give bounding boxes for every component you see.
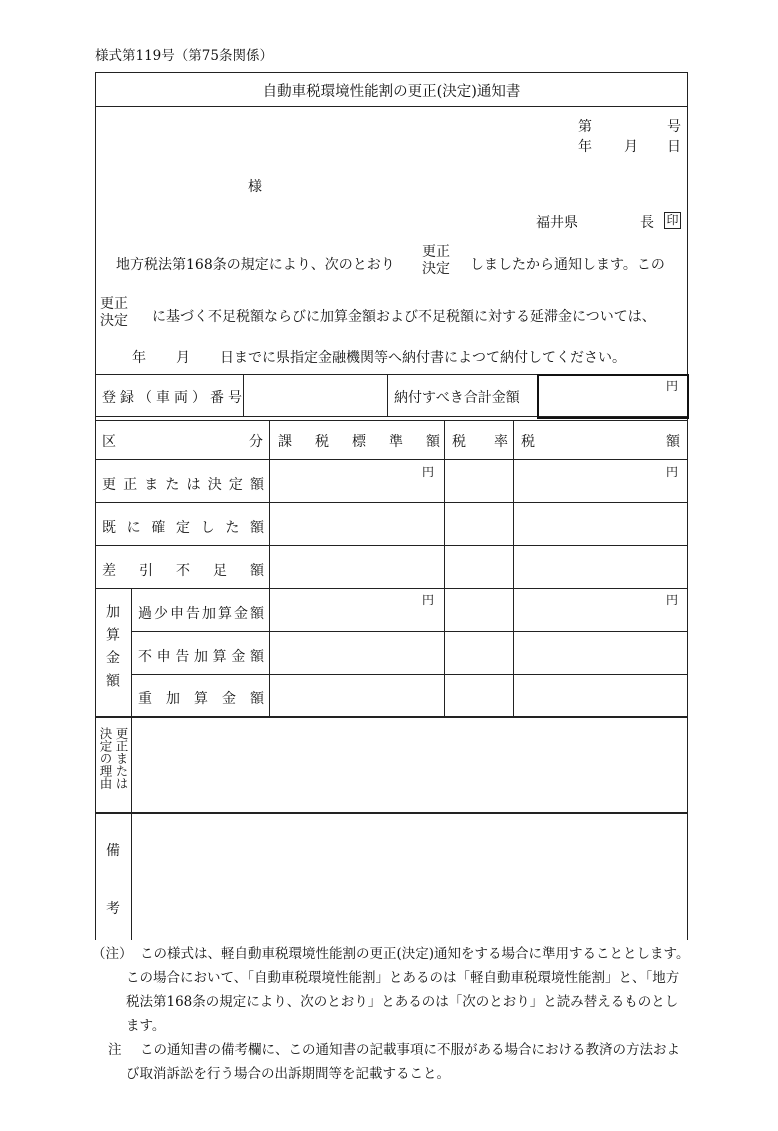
row-label-kosei-kettei: 更正または決定額 xyxy=(102,477,264,493)
form-title: 自動車税環境性能割の更正(決定)通知書 xyxy=(262,84,521,100)
option-kettei-2: 決定 xyxy=(100,313,128,329)
body-line2-post: に基づく不足税額ならびに加算金額および不足税額に対する延滞金については、 xyxy=(152,309,656,325)
note1-text: この様式は、軽自動車税環境性能割の更正(決定)通知をする場合に準用することとします。この場合において、「自動車税環境性能割」とあるのは「軽自動車税環境性能割」と、「地方税法第168条の規定により、次のとおり」とあるのは「次のとおり」と読み替えるものとします。 xyxy=(126,946,690,1034)
reg-divider-2 xyxy=(387,374,388,416)
total-yen: 円 xyxy=(666,379,679,393)
row-line-1 xyxy=(95,502,688,503)
reason-label xyxy=(97,727,129,790)
kasan-row-kasho: 過少申告加算金額 xyxy=(138,606,264,622)
option-kosei: 更正 xyxy=(422,244,450,260)
header-bun: 分 xyxy=(249,434,263,450)
row-label-kakutei: 既に確定した額 xyxy=(102,520,264,536)
note2-mark: 注 xyxy=(108,1042,122,1058)
note1-mark: （注） xyxy=(92,946,133,962)
reason-field[interactable] xyxy=(132,718,687,812)
body-line3-year: 年 xyxy=(132,350,146,366)
header-tax-rate: 税率 xyxy=(452,434,508,450)
header-taxable-base: 課税標準額 xyxy=(278,434,440,450)
remarks-label-bottom: 考 xyxy=(106,901,120,917)
issuer-name: 福井県 xyxy=(536,215,578,231)
row-line-3 xyxy=(95,588,688,589)
body-line3-post: 日までに県指定金融機関等へ納付書によつて納付してください。 xyxy=(220,350,626,366)
frame-right xyxy=(687,72,688,940)
frame-top xyxy=(95,72,688,73)
header-ku: 区 xyxy=(102,434,116,450)
body-line3-month: 月 xyxy=(176,350,190,366)
option-kettei: 決定 xyxy=(422,261,450,277)
body-line1-post: しましたから通知します。この xyxy=(470,257,665,273)
col-line-1 xyxy=(269,420,270,717)
date-month: 月 xyxy=(624,139,638,155)
note2-text: この通知書の備考欄に、この通知書の記載事項に不服がある場合における教済の方法および取消訴訟を行う場合の出訴期間等を記載すること。 xyxy=(126,1042,680,1082)
header-zei: 税 xyxy=(521,434,535,450)
kasan-tax-yen: 円 xyxy=(666,593,679,607)
remarks-field[interactable] xyxy=(132,814,687,939)
total-label: 納付すべき合計金額 xyxy=(394,390,520,406)
row-line-5 xyxy=(131,674,688,675)
kasan-base-yen: 円 xyxy=(422,593,435,607)
kasan-row-ju: 重加算金額 xyxy=(138,691,264,707)
form-id: 様式第119号（第75条関係） xyxy=(95,48,273,64)
row1-base-yen: 円 xyxy=(422,465,435,479)
remarks-label-top: 備 xyxy=(106,843,120,859)
option-kosei-2: 更正 xyxy=(100,296,128,312)
kasan-divider xyxy=(131,588,132,717)
reason-label-col1: 更正または xyxy=(114,727,129,790)
date-day: 日 xyxy=(667,139,681,155)
row1-tax-yen: 円 xyxy=(666,465,679,479)
body-line1-pre: 地方税法第168条の規定により、次のとおり xyxy=(116,257,395,273)
kasan-label: 加算金額 xyxy=(104,604,120,696)
table-header-bottom xyxy=(95,459,688,460)
number-go: 号 xyxy=(667,119,681,135)
body-option-stack-2 xyxy=(100,296,128,330)
table-top xyxy=(95,420,688,421)
col-line-3 xyxy=(513,420,514,717)
reg-label: 登録（車両）番号 xyxy=(102,390,246,406)
header-gaku: 額 xyxy=(666,434,680,450)
date-year: 年 xyxy=(578,139,592,155)
row-label-sashihiki: 差引不足額 xyxy=(102,563,264,579)
col-line-2 xyxy=(444,420,445,717)
title-divider xyxy=(95,106,688,107)
kasan-row-fushinkoku: 不申告加算金額 xyxy=(138,649,264,665)
frame-left xyxy=(95,72,96,940)
number-dai: 第 xyxy=(578,119,592,135)
seal-mark: 印 xyxy=(664,212,681,229)
body-option-stack-1 xyxy=(422,244,450,278)
reason-label-col2: 決定の理由 xyxy=(98,727,113,790)
issuer-cho: 長 xyxy=(640,215,654,231)
addressee-sama: 様 xyxy=(248,179,262,195)
row-line-4 xyxy=(131,631,688,632)
row-line-2 xyxy=(95,545,688,546)
